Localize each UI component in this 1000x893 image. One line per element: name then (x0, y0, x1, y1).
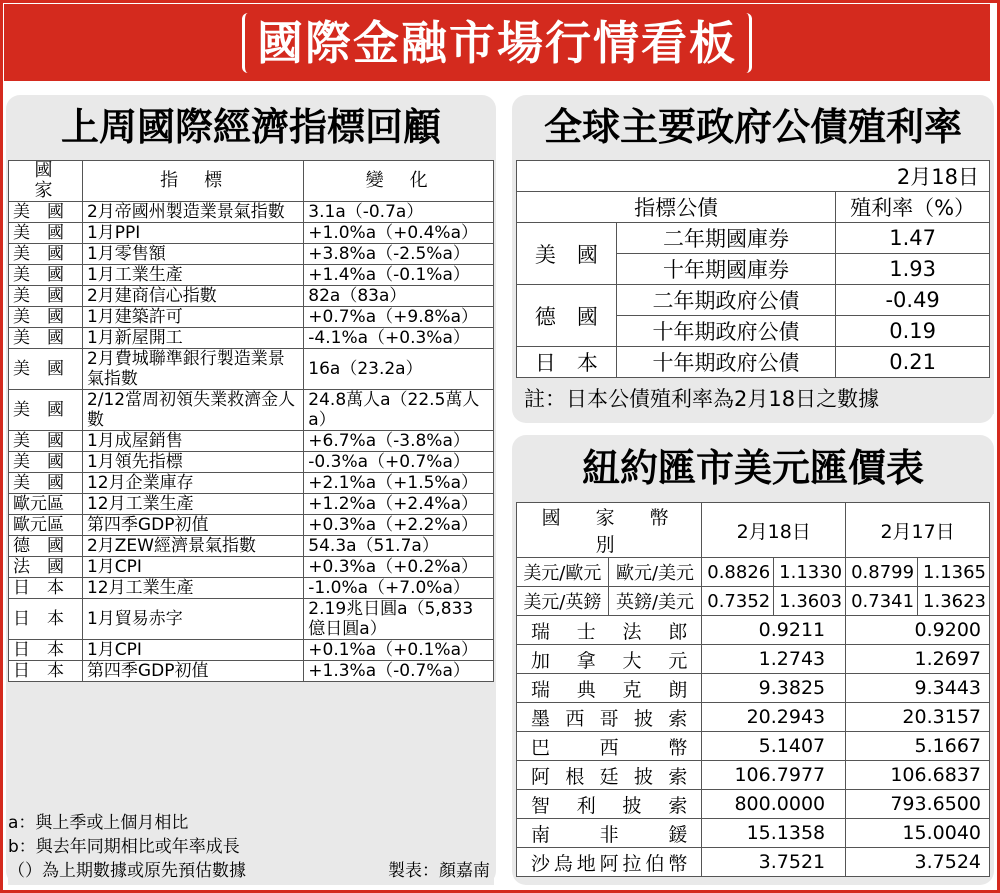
indicator-row (9, 536, 494, 557)
fx-rate-date2: 0.9200 (846, 616, 990, 645)
indicator-row (9, 557, 494, 578)
fx-rate-date1: 0.9211 (702, 616, 846, 645)
fx-rate-date1: 9.3825 (702, 674, 846, 703)
indicator-change: +6.7%a（-3.8%a） (304, 431, 494, 452)
bond-name: 二年期國庫券 (616, 223, 835, 254)
indicator-row (9, 328, 494, 349)
fx-rate: 1.1365 (918, 558, 990, 587)
fx-rate-date2: 1.2697 (846, 645, 990, 674)
fx-rate: 0.8799 (846, 558, 918, 587)
fx-rate: 0.8826 (702, 558, 774, 587)
fx-rate-date1: 3.7521 (702, 848, 846, 877)
fx-rate-date2: 106.6837 (846, 761, 990, 790)
indicator-row (9, 223, 494, 244)
indicator-row (9, 265, 494, 286)
indicator-country: 美 國 (9, 265, 83, 286)
fx-pair-row (517, 558, 990, 587)
indicator-country: 美 國 (9, 390, 83, 431)
indicator-change: +3.8%a（-2.5%a） (304, 244, 494, 265)
bond-yield: 1.93 (836, 254, 990, 285)
indicator-row (9, 244, 494, 265)
indicator-row (9, 390, 494, 431)
fx-pair-row (517, 587, 990, 616)
indicator-row (9, 473, 494, 494)
indicator-country: 日 本 (9, 640, 83, 661)
fx-row (517, 819, 990, 848)
fx-currency: 墨西哥披索 (517, 703, 702, 732)
indicator-name: 2月建商信心指數 (82, 286, 303, 307)
bond-name: 二年期政府公債 (616, 285, 835, 316)
indicator-row (9, 452, 494, 473)
indicator-row (9, 640, 494, 661)
indicator-row (9, 307, 494, 328)
indicator-country: 美 國 (9, 223, 83, 244)
indicator-row (9, 286, 494, 307)
indicator-country: 日 本 (9, 661, 83, 682)
indicator-name: 12月企業庫存 (82, 473, 303, 494)
bond-row (517, 285, 990, 316)
indicator-change: +0.3%a（+2.2%a） (304, 515, 494, 536)
header-country: 國 家 (9, 161, 83, 202)
fx-row (517, 732, 990, 761)
bond-row (517, 347, 990, 378)
indicator-name: 1月CPI (82, 640, 303, 661)
indicators-header-row (9, 161, 494, 202)
bonds-title: 全球主要政府公債殖利率 (543, 105, 962, 149)
indicator-name: 2月帝國州製造業景氣指數 (82, 202, 303, 223)
indicator-change: +0.3%a（+0.2%a） (304, 557, 494, 578)
indicator-name: 1月成屋銷售 (82, 431, 303, 452)
indicator-name: 第四季GDP初值 (82, 661, 303, 682)
indicator-row (9, 202, 494, 223)
indicator-name: 12月工業生產 (82, 578, 303, 599)
indicator-change: +2.1%a（+1.5%a） (304, 473, 494, 494)
fx-rate: 0.7352 (702, 587, 774, 616)
indicator-country: 日 本 (9, 578, 83, 599)
fx-pair-label: 歐元/美元 (608, 558, 702, 587)
fx-header-date2: 2月17日 (846, 503, 990, 558)
bond-name: 十年期政府公債 (616, 347, 835, 378)
indicator-row (9, 578, 494, 599)
indicator-country: 日 本 (9, 599, 83, 640)
fx-rate-date1: 20.2943 (702, 703, 846, 732)
fx-rate-date2: 20.3157 (846, 703, 990, 732)
note-paren: （）為上期數據或原先預估數據 (8, 861, 246, 881)
indicator-country: 美 國 (9, 431, 83, 452)
fx-header-currency: 國 家 幣 別 (517, 503, 702, 558)
indicator-change: +1.3%a（-0.7%a） (304, 661, 494, 682)
indicator-name: 第四季GDP初值 (82, 515, 303, 536)
bonds-date: 2月18日 (517, 161, 990, 192)
indicator-row (9, 599, 494, 640)
fx-currency: 南非鍰 (517, 819, 702, 848)
fx-row (517, 761, 990, 790)
fx-pair-label: 英鎊/美元 (608, 587, 702, 616)
fx-row (517, 645, 990, 674)
indicator-change: 16a（23.2a） (304, 349, 494, 390)
indicators-title: 上周國際經濟指標回顧 (60, 105, 441, 149)
indicator-name: 1月新屋開工 (82, 328, 303, 349)
fx-rate: 1.1330 (774, 558, 846, 587)
header-indicator: 指 標 (82, 161, 303, 202)
fx-pair-label: 美元/歐元 (517, 558, 609, 587)
bond-row (517, 223, 990, 254)
indicator-country: 美 國 (9, 452, 83, 473)
bonds-header-yield: 殖利率（%） (836, 192, 990, 223)
fx-header-date1: 2月18日 (702, 503, 846, 558)
fx-currency: 巴西幣 (517, 732, 702, 761)
indicator-name: 1月工業生產 (82, 265, 303, 286)
indicator-change: -0.3%a（+0.7%a） (304, 452, 494, 473)
fx-currency: 瑞典克朗 (517, 674, 702, 703)
indicator-country: 美 國 (9, 349, 83, 390)
banner (4, 4, 990, 81)
fx-rate-date2: 3.7524 (846, 848, 990, 877)
bonds-note: 註：日本公債殖利率為2月18日之數據 (524, 384, 994, 414)
indicator-change: 2.19兆日圓a（5,833億日圓a） (304, 599, 494, 640)
indicator-country: 美 國 (9, 244, 83, 265)
fx-rate-date2: 15.0040 (846, 819, 990, 848)
fx-row (517, 790, 990, 819)
fx-title: 紐約匯市美元匯價表 (581, 446, 924, 490)
indicator-row (9, 661, 494, 682)
indicator-name: 1月PPI (82, 223, 303, 244)
table-credit: 製表：顏嘉南 (388, 861, 490, 881)
indicators-table (8, 160, 494, 682)
indicator-change: -1.0%a（+7.0%a） (304, 578, 494, 599)
indicator-row (9, 431, 494, 452)
indicator-change: 54.3a（51.7a） (304, 536, 494, 557)
fx-row (517, 616, 990, 645)
indicator-change: +1.4%a（-0.1%a） (304, 265, 494, 286)
indicator-name: 2/12當周初領失業救濟金人數 (82, 390, 303, 431)
indicator-country: 美 國 (9, 473, 83, 494)
indicator-country: 歐元區 (9, 515, 83, 536)
indicator-country: 美 國 (9, 328, 83, 349)
indicator-country: 美 國 (9, 307, 83, 328)
fx-table (516, 502, 990, 877)
fx-rate: 0.7341 (846, 587, 918, 616)
fx-rate-date1: 5.1407 (702, 732, 846, 761)
indicator-change: -4.1%a（+0.3%a） (304, 328, 494, 349)
fx-rate-date1: 106.7977 (702, 761, 846, 790)
fx-pair-label: 美元/英鎊 (517, 587, 609, 616)
fx-currency: 阿根廷披索 (517, 761, 702, 790)
bond-country: 日 本 (517, 347, 617, 378)
bonds-table (516, 160, 990, 378)
indicator-country: 美 國 (9, 286, 83, 307)
fx-rate-date1: 800.0000 (702, 790, 846, 819)
banner-title: 國際金融市場行情看板 (242, 13, 752, 73)
fx-currency: 智利披索 (517, 790, 702, 819)
bond-country: 美 國 (517, 223, 617, 285)
bond-yield: 0.19 (836, 316, 990, 347)
indicator-name: 2月ZEW經濟景氣指數 (82, 536, 303, 557)
bond-yield: 0.21 (836, 347, 990, 378)
indicator-row (9, 494, 494, 515)
indicator-name: 1月建築許可 (82, 307, 303, 328)
bond-name: 十年期政府公債 (616, 316, 835, 347)
fx-rate-date2: 9.3443 (846, 674, 990, 703)
indicator-name: 12月工業生產 (82, 494, 303, 515)
fx-currency: 沙烏地阿拉伯幣 (517, 848, 702, 877)
bond-yield: 1.47 (836, 223, 990, 254)
indicator-change: +1.0%a（+0.4%a） (304, 223, 494, 244)
bonds-header-indicator: 指標公債 (517, 192, 836, 223)
fx-rate-date1: 1.2743 (702, 645, 846, 674)
indicator-name: 1月零售額 (82, 244, 303, 265)
fx-row (517, 674, 990, 703)
header-change: 變 化 (304, 161, 494, 202)
indicator-row (9, 349, 494, 390)
fx-rate-date2: 5.1667 (846, 732, 990, 761)
indicator-name: 1月貿易赤字 (82, 599, 303, 640)
indicator-change: +0.7%a（+9.8%a） (304, 307, 494, 328)
indicator-row (9, 515, 494, 536)
fx-rate-date2: 793.6500 (846, 790, 990, 819)
indicator-name: 1月領先指標 (82, 452, 303, 473)
bond-yield: -0.49 (836, 285, 990, 316)
indicator-country: 歐元區 (9, 494, 83, 515)
fx-rate: 1.3623 (918, 587, 990, 616)
indicators-notes (8, 811, 494, 885)
fx-row (517, 703, 990, 732)
bond-country: 德 國 (517, 285, 617, 347)
indicator-change: +1.2%a（+2.4%a） (304, 494, 494, 515)
note-a: a：與上季或上個月相比 (8, 813, 189, 833)
indicator-change: +0.1%a（+0.1%a） (304, 640, 494, 661)
indicator-name: 2月費城聯準銀行製造業景氣指數 (82, 349, 303, 390)
fx-currency: 加拿大元 (517, 645, 702, 674)
fx-rate-date1: 15.1358 (702, 819, 846, 848)
indicator-change: 3.1a（-0.7a） (304, 202, 494, 223)
fx-row (517, 848, 990, 877)
fx-currency: 瑞士法郎 (517, 616, 702, 645)
fx-rate: 1.3603 (774, 587, 846, 616)
indicator-name: 1月CPI (82, 557, 303, 578)
indicator-change: 82a（83a） (304, 286, 494, 307)
indicator-country: 美 國 (9, 202, 83, 223)
indicator-country: 德 國 (9, 536, 83, 557)
note-b: b：與去年同期相比或年率成長 (8, 837, 240, 857)
indicator-country: 法 國 (9, 557, 83, 578)
indicator-change: 24.8萬人a（22.5萬人a） (304, 390, 494, 431)
bond-name: 十年期國庫券 (616, 254, 835, 285)
